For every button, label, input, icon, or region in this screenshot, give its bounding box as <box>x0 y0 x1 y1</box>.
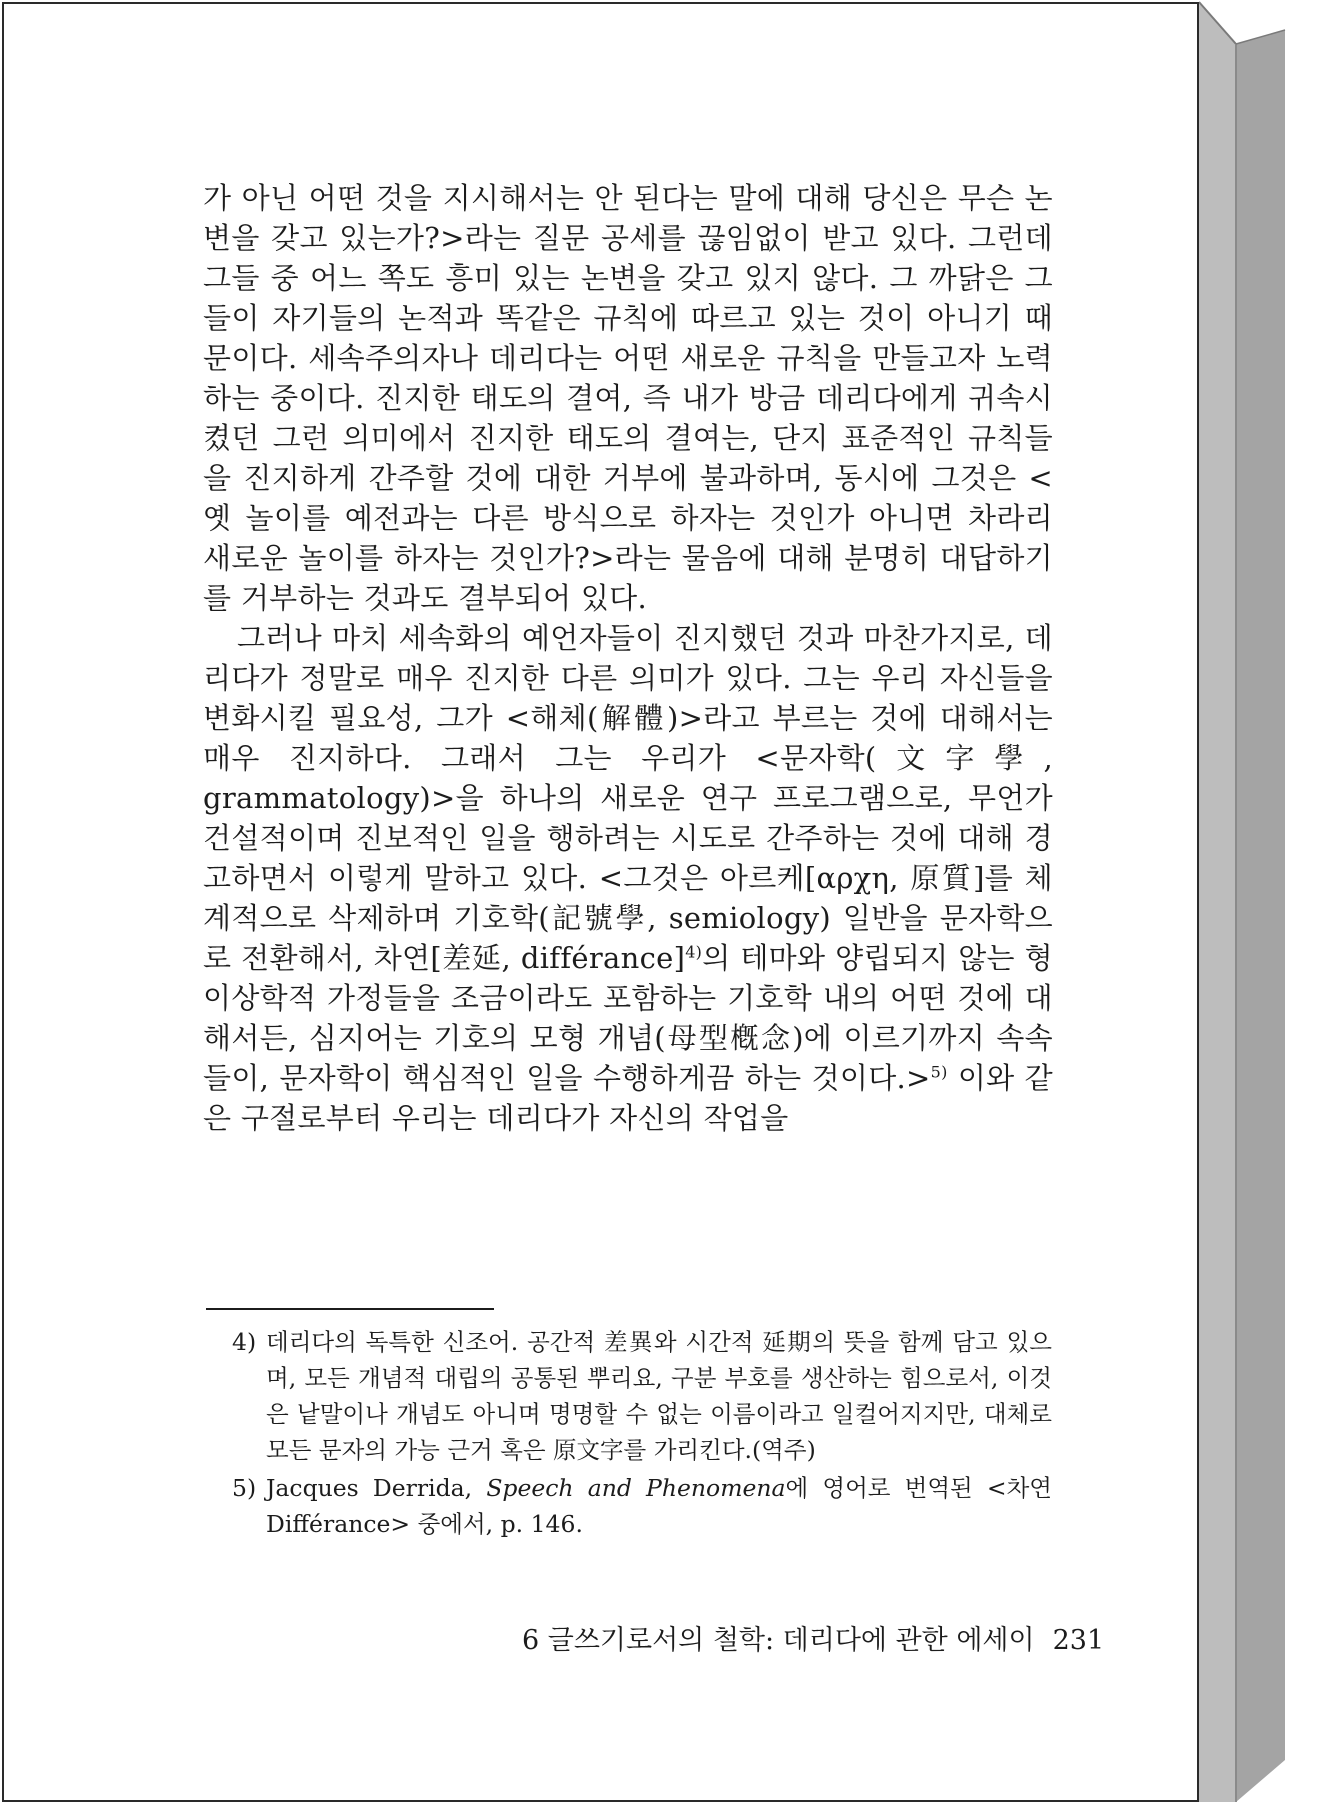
footnote-source: 에 영어로 번역된 <차연Différance> 중에서, p. 146. <box>266 1474 1053 1538</box>
footnote-4 <box>232 1324 1052 1468</box>
paragraph-2-part-a: 그러나 마치 세속화의 예언자들이 진지했던 것과 마찬가지로, 데리다가 정말로 매우 진지한 다른 의미가 있다. 그는 우리 자신들을 변화시킬 필요성, 그가 <해체(解體)>라고 부르는 것에 대해서는 매우 진지하다. 그래서 그는 우리가 <문자학(文字學, grammatology)>을 하나의 새로운 연구 프로그램으로, 무언가 건설적이며 진보적인 일을 행하려는 시도로 간주하는 것에 대해 경고하면서 이렇게 말하고 있다. <그것은 아르케[αρχη, 原質]를 체계적으로 삭제하며 기호학(記號學, semiology) 일반을 문자학으로 전환해서, 차연[差延, différance] <box>203 621 1053 975</box>
footnote-book-title: Speech and Phenomena <box>486 1474 786 1502</box>
footnote-text: 데리다의 독특한 신조어. 공간적 差異와 시간적 延期의 뜻을 함께 담고 있으며, 모든 개념적 대립의 공통된 뿌리요, 구분 부호를 생산하는 힘으로서, 이것은 낱말이나 개념도 아니며 명명할 수 없는 이름이라고 일컬어지지만, 대체로 모든 문자의 가능 근거 혹은 原文字를 가리킨다.(역주) <box>266 1328 1052 1464</box>
footnote-number: 4) <box>232 1328 257 1356</box>
running-head: 6 글쓰기로서의 철학: 데리다에 관한 에세이 <box>522 1625 1035 1656</box>
footnotes <box>232 1324 1052 1542</box>
paragraph-1: 가 아닌 어떤 것을 지시해서는 안 된다는 말에 대해 당신은 무슨 논변을 갖고 있는가?>라는 질문 공세를 끊임없이 받고 있다. 그런데 그들 중 어느 쪽도 흥미 있는 논변을 갖고 있지 않다. 그 까닭은 그들이 자기들의 논적과 똑같은 규칙에 따르고 있는 것이 아니기 때문이다. 세속주의자나 데리다는 어떤 새로운 규칙을 만들고자 노력하는 중이다. 진지한 태도의 결여, 즉 내가 방금 데리다에게 귀속시켰던 그런 의미에서 진지한 태도의 결여는, 단지 표준적인 규칙들을 진지하게 간주할 것에 대한 거부에 불과하며, 동시에 그것은 <옛 놀이를 예전과는 다른 방식으로 하자는 것인가 아니면 차라리 새로운 놀이를 하자는 것인가?>라는 물음에 대해 분명히 대답하기를 거부하는 것과도 결부되어 있다. <box>203 181 1053 615</box>
footnote-text <box>266 1470 1052 1542</box>
footnote-divider <box>206 1308 494 1310</box>
footnote-author: Jacques Derrida, <box>266 1474 487 1502</box>
footnote-ref-5: 5) <box>930 1062 948 1082</box>
page-number: 231 <box>1052 1625 1105 1656</box>
footnote-5 <box>232 1470 1052 1542</box>
paragraph-2 <box>203 618 1053 1138</box>
footnote-ref-4: 4) <box>685 942 703 962</box>
main-text <box>203 178 1053 1138</box>
footnote-number: 5) <box>232 1474 257 1502</box>
paragraph-2-part-c: 이와 같은 구절로부터 우리는 데리다가 자신의 작업을 <box>203 1061 1053 1135</box>
paragraph-2-part-b: 의 테마와 양립되지 않는 형이상학적 가정들을 조금이라도 포함하는 기호학 내의 어떤 것에 대해서든, 심지어는 기호의 모형 개념(母型槪念)에 이르기까지 속속들이, 문자학이 핵심적인 일을 수행하게끔 하는 것이다.> <box>203 941 1053 1095</box>
page-footer <box>522 1618 1105 1657</box>
